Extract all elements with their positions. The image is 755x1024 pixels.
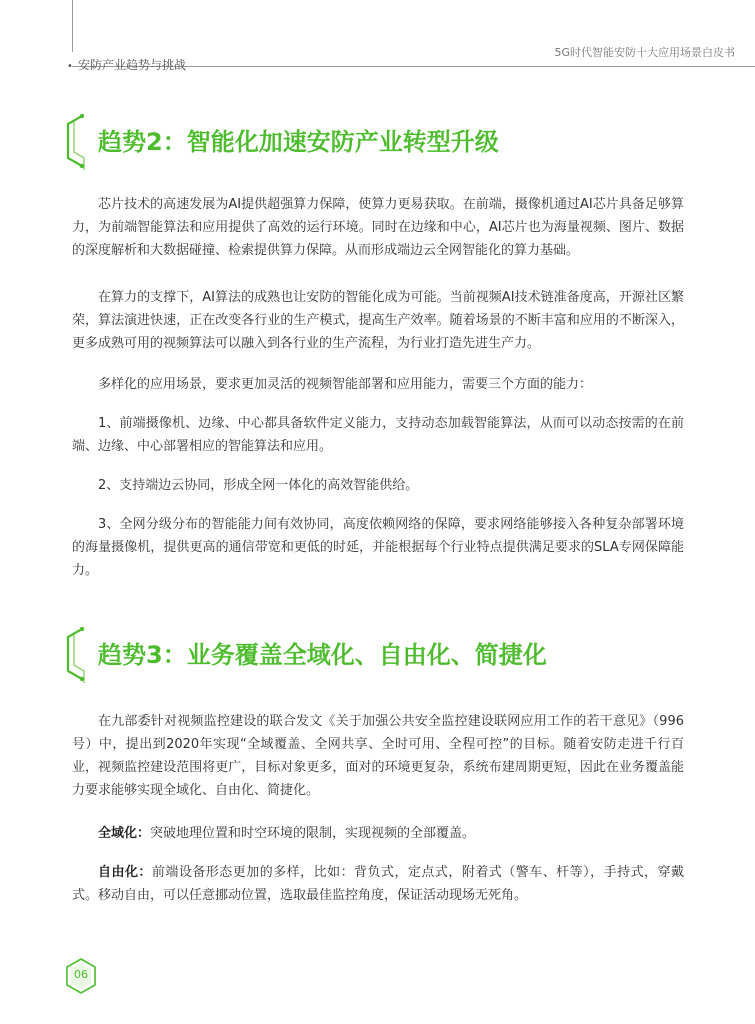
free-label: 自由化：	[98, 865, 152, 880]
global-label: 全域化：	[98, 826, 151, 841]
trend2-paragraph-1: 芯片技术的高速发展为AI提供超强算力保障，使算力更易获取。在前端，摄像机通过AI芯片具备足够算力，为前端智能算法和应用提供了高效的运行环境。同时在边缘和中心，AI芯片也为海量视频、图片、数据的深度解析和大数据碰撞、检索提供算力保障。从而形成端边云全网智能化的算力基础。	[72, 197, 684, 258]
document-title: 5G时代智能安防十大应用场景白皮书	[554, 46, 735, 59]
page-number: 06	[74, 968, 88, 981]
trend2-paragraph-3: 多样化的应用场景，要求更加灵活的视频智能部署和应用能力，需要三个方面的能力：	[98, 377, 593, 392]
trend2-paragraph-4: 1、前端摄像机、边缘、中心都具备软件定义能力，支持动态加载智能算法，从而可以动态按需的在前端、边缘、中心部署相应的智能算法和应用。	[72, 416, 684, 454]
trend3-intro: 在九部委针对视频监控建设的联合发文《关于加强公共安全监控建设联网应用工作的若干意见》（996号）中，提出到2020年实现“全域覆盖、全网共享、全时可用、全程可控”的目标。随着安防走进千行百业，视频监控建设范围将更广，目标对象更多，面对的环境更复杂，系统布建周期更短，因此在业务覆盖能力要求能够实现全域化、自由化、简捷化。	[72, 714, 684, 798]
global-text: 突破地理位置和时空环境的限制，实现视频的全部覆盖。	[150, 826, 476, 841]
trend2-paragraph-6: 3、全网分级分布的智能能力间有效协同，高度依赖网络的保障，要求网络能够接入各种复杂部署环境的海量摄像机，提供更高的通信带宽和更低的时延，并能根据每个行业特点提供满足要求的SLA专网保障能力。	[72, 517, 684, 578]
page-number-badge	[64, 957, 98, 995]
trend3-heading	[60, 625, 750, 685]
trend2-heading	[60, 112, 750, 172]
trend2-paragraph-2: 在算力的支撑下，AI算法的成熟也让安防的智能化成为可能。当前视频AI技术链准备度高，开源社区繁荣，算法演进快速，正在改变各行业的生产模式，提高生产效率。随着场景的不断丰富和应用的不断深入，更多成熟可用的视频算法可以融入到各行业的生产流程，为行业打造先进生产力。	[72, 290, 684, 351]
trend2-title: 趋势2：智能化加速安防产业转型升级	[98, 128, 499, 156]
trend3-title: 趋势3：业务覆盖全域化、自由化、简捷化	[98, 641, 547, 669]
header-bullet: •	[67, 61, 73, 72]
hexagon-bracket-icon	[60, 625, 100, 687]
trend2-paragraph-5: 2、支持端边云协同，形成全网一体化的高效智能供给。	[98, 478, 419, 493]
hexagon-bracket-icon	[60, 112, 100, 174]
section-label: 安防产业趋势与挑战	[78, 58, 187, 72]
trend3-free	[72, 861, 684, 907]
trend3-global	[72, 822, 684, 845]
free-text: 前端设备形态更加的多样，比如：背负式，定点式，附着式（警车、杆等），手持式，穿戴式。移动自由，可以任意挪动位置，选取最佳监控角度，保证活动现场无死角。	[72, 865, 684, 903]
header-vertical-rule	[72, 0, 73, 52]
